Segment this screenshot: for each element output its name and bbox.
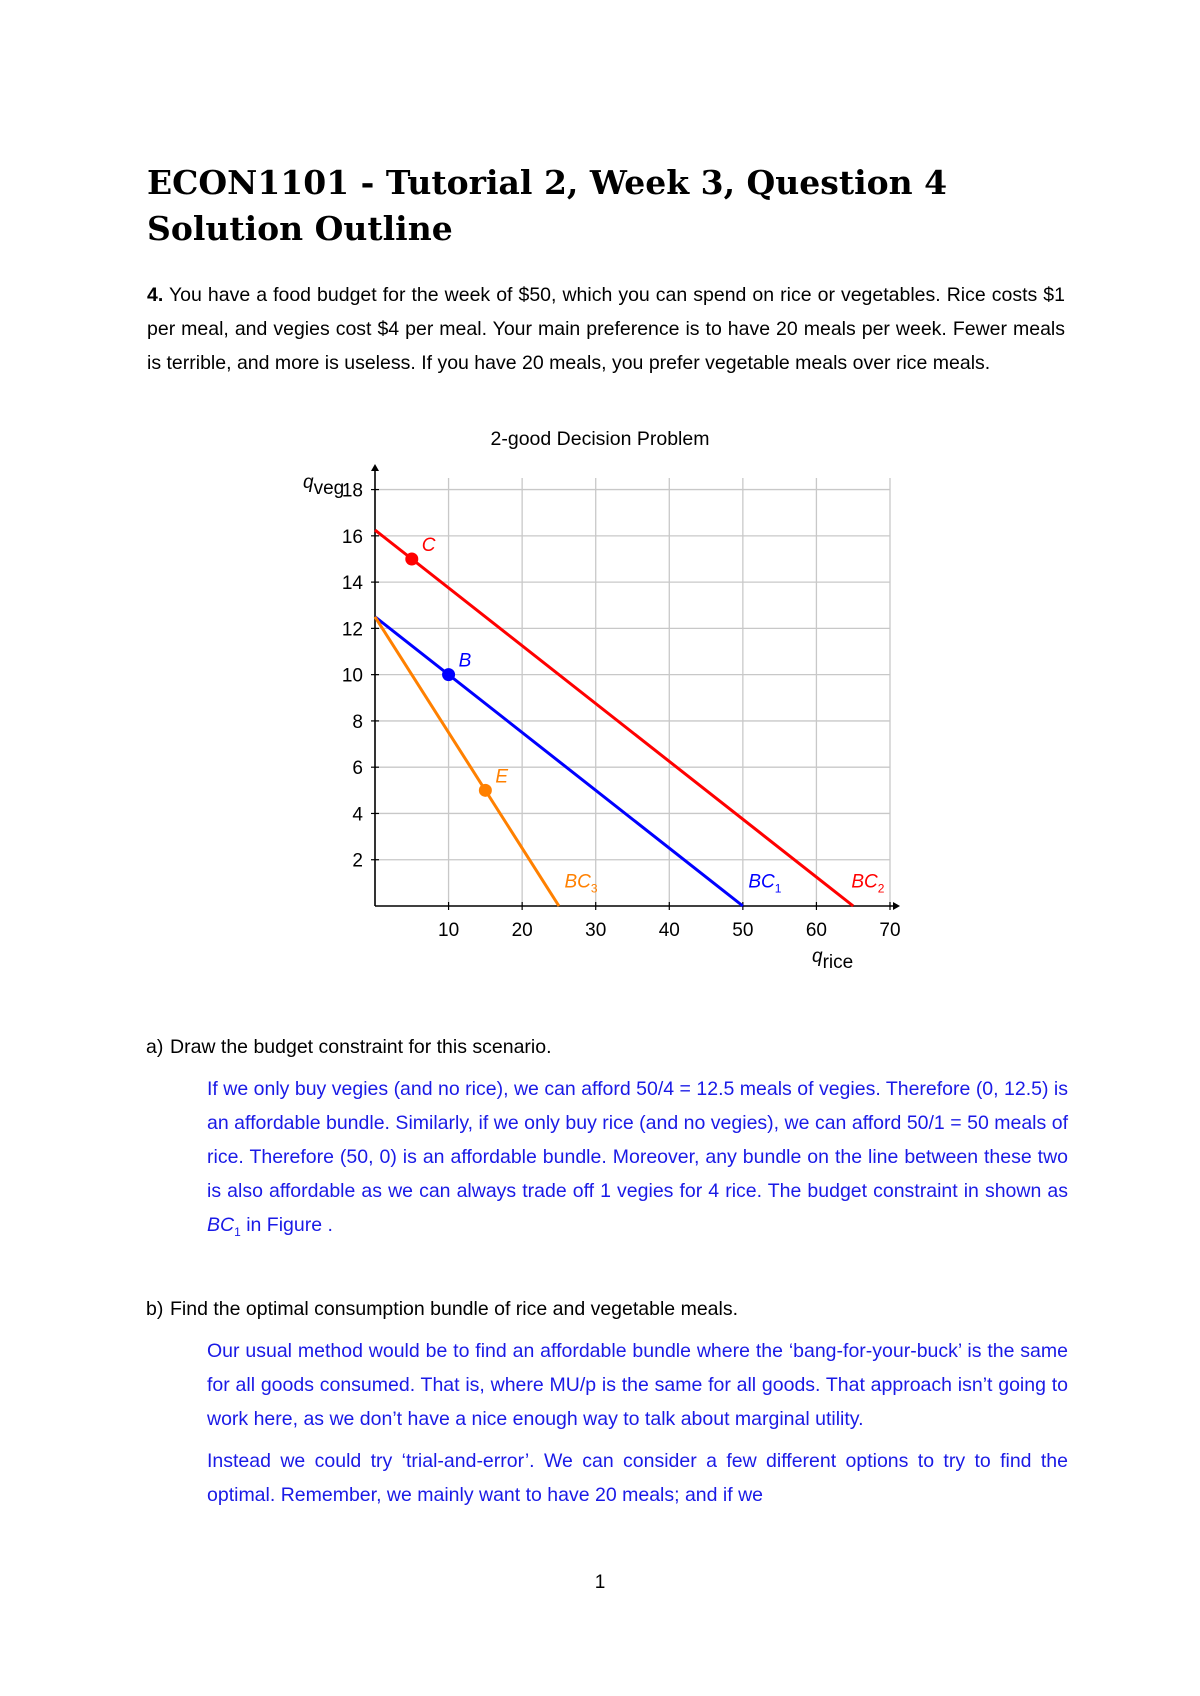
item-a — [146, 1030, 1068, 1249]
x-tick-label: 40 — [658, 920, 680, 941]
item-a-label: a) — [146, 1036, 164, 1058]
item-b-answer-paragraph-2: Instead we could try ‘trial-and-error’. We can consider a few different options to try to find the optimal. Remember, we mainly want to have 20 meals; and if we — [207, 1450, 1068, 1506]
x-tick-label: 70 — [879, 920, 901, 941]
y-tick-label: 4 — [352, 804, 363, 826]
item-b-prompt: Find the optimal consumption bundle of rice and vegetable meals. — [170, 1298, 739, 1320]
y-axis-arrow — [371, 464, 379, 471]
y-tick-label: 8 — [352, 711, 363, 733]
item-a-answer: If we only buy vegies (and no rice), we can afford 50/4 = 12.5 meals of vegies. Therefore (0, 12.5) is an affordable bundle. Similarly, if we only buy rice (and no vegies), we can afford 50/1 = 50 meals of rice. Therefore (50, 0) is an affordable bundle. Moreover, any bundle on the line between these two is also affordable as we can always trade off 1 vegies for 4 rice. The budget constraint in shown as $BC_1$ in Figure . — [207, 1078, 1068, 1239]
y-tick-label: 14 — [341, 573, 363, 595]
point-c — [405, 552, 418, 565]
series-label-bc3: $BC_3$ — [564, 871, 598, 896]
item-b — [146, 1292, 1068, 1520]
bc1-reference: $BC_1$ — [207, 1214, 241, 1239]
point-label-b: B — [458, 650, 472, 672]
y-axis-label: qveg — [303, 472, 345, 499]
x-tick-label: 50 — [732, 920, 754, 941]
x-axis-label: qrice — [812, 946, 854, 973]
series-label-bc1: $BC_1$ — [748, 871, 782, 896]
question-number: 4. — [147, 284, 164, 306]
item-b-answer-paragraph-1: Our usual method would be to find an affordable bundle where the ‘bang-for-your-buck’ is the same for all goods consumed. That is, where MU/p is the same for all goods. That approach isn’t going to work here, as we don’t have a nice enough way to talk about marginal utility. — [207, 1340, 1068, 1430]
x-tick-label: 10 — [438, 920, 460, 941]
x-tick-label: 30 — [585, 920, 607, 941]
item-a-prompt: Draw the budget constraint for this scenario. — [170, 1036, 552, 1058]
y-tick-label: 16 — [341, 526, 363, 548]
x-tick-label: 60 — [805, 920, 827, 941]
y-tick-label: 10 — [341, 665, 363, 687]
y-tick-label: 6 — [352, 758, 363, 780]
point-label-c: C — [421, 534, 436, 556]
item-b-answer — [207, 1334, 1068, 1512]
y-tick-label: 18 — [341, 480, 363, 502]
y-tick-label: 12 — [341, 619, 363, 641]
document-title: ECON1101 - Tutorial 2, Week 3, Question 4 Solution Outline — [147, 163, 948, 248]
x-axis-arrow — [893, 902, 900, 910]
y-tick-label: 2 — [352, 850, 363, 872]
point-b — [442, 668, 455, 681]
series-line-bc2 — [375, 530, 853, 906]
question-text: You have a food budget for the week of $50, which you can spend on rice or vegetables. Rice costs $1 per meal, and vegies cost $4 per meal. Your main preference is to have 20 meals per week. Fewer meals is terrible, and more is useless. If you have 20 meals, you prefer vegetable meals over rice meals. — [147, 284, 1065, 374]
series-label-bc2: $BC_2$ — [851, 871, 885, 896]
page-number: 1 — [594, 1572, 606, 1593]
chart-title: 2-good Decision Problem — [490, 428, 710, 450]
item-b-label: b) — [146, 1298, 164, 1320]
point-label-e: E — [495, 766, 509, 788]
point-e — [479, 784, 492, 797]
x-tick-label: 20 — [511, 920, 533, 941]
series-line-bc1 — [375, 617, 743, 906]
